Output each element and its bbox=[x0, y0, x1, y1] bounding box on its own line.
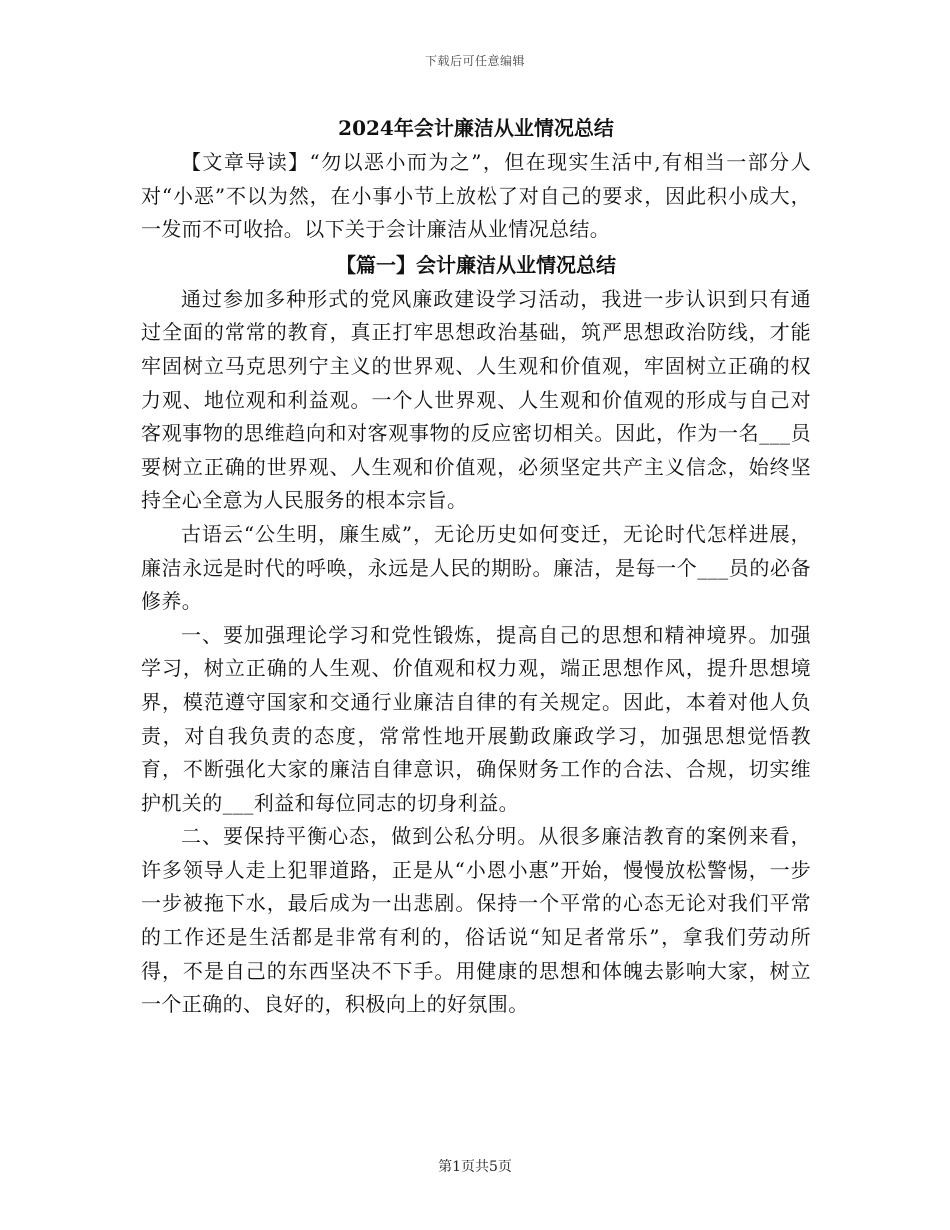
page-footer: 第1页共5页 bbox=[438, 1159, 512, 1175]
body-paragraph-1: 通过参加多种形式的党风廉政建设学习活动，我进一步认识到只有通过全面的常常的教育，真正打牢思想政治基础，筑严思想政治防线，才能牢固树立马克思列宁主义的世界观、人生观和价值观，牢固树立正确的权力观、地位观和利益观。一个人世界观、人生观和价值观的形成与自己对客观事物的思维趋向和对客观事物的反应密切相关。因此，作为一名___员要树立正确的世界观、人生观和价值观，必须坚定共产主义信念，始终坚持全心全意为人民服务的根本宗旨。 bbox=[141, 286, 811, 513]
document-body bbox=[141, 110, 811, 1022]
intro-paragraph: 【文章导读】“勿以恶小而为之”，但在现实生活中,有相当一部分人对“小恶”不以为然，在小事小节上放松了对自己的要求，因此积小成大，一发而不可收拾。以下关于会计廉洁从业情况总结。 bbox=[141, 150, 811, 242]
document-title: 2024年会计廉洁从业情况总结 bbox=[338, 116, 614, 140]
body-paragraph-3: 一、要加强理论学习和党性锻炼，提高自己的思想和精神境界。加强学习，树立正确的人生观、价值观和权力观，端正思想作风，提升思想境界，模范遵守国家和交通行业廉洁自律的有关规定。因此，本着对他人负责，对自我负责的态度，常常性地开展勤政廉政学习，加强思想觉悟教育，不断强化大家的廉洁自律意识，确保财务工作的合法、合规，切实维护机关的___利益和每位同志的切身利益。 bbox=[141, 622, 811, 815]
body-paragraph-4: 二、要保持平衡心态，做到公私分明。从很多廉洁教育的案例来看，许多领导人走上犯罪道路，正是从“小恩小惠”开始，慢慢放松警惕，一步一步被拖下水，最后成为一出悲剧。保持一个平常的心态无论对我们平常的工作还是生活都是非常有利的，俗话说“知足者常乐”，拿我们劳动所得，不是自己的东西坚决不下手。用健康的思想和体魄去影响大家，树立一个正确的、良好的，积极向上的好氛围。 bbox=[141, 824, 811, 1017]
header-note: 下载后可任意编辑 bbox=[424, 54, 525, 68]
section-title: 【篇一】会计廉洁从业情况总结 bbox=[336, 252, 616, 277]
body-paragraph-2: 古语云“公生明，廉生威”，无论历史如何变迁，无论时代怎样进展，廉洁永远是时代的呼唤，永远是人民的期盼。廉洁，是每一个___员的必备修养。 bbox=[141, 521, 811, 614]
